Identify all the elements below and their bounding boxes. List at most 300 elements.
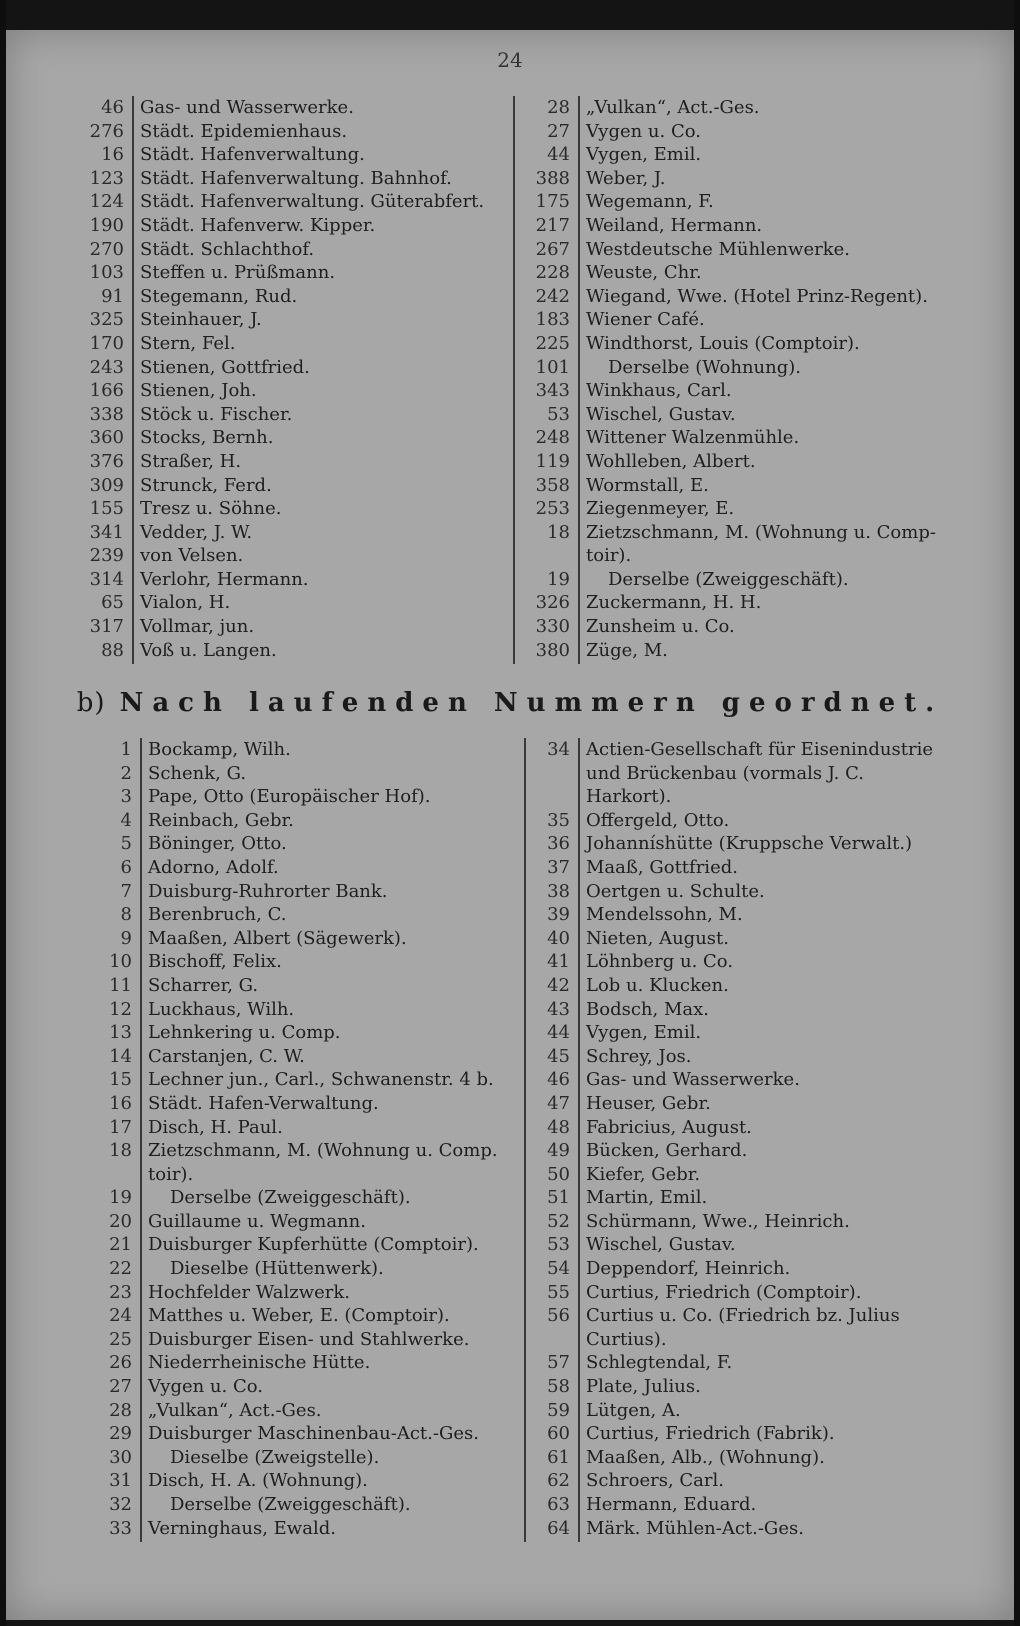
directory-entry bbox=[547, 120, 998, 144]
directory-entry bbox=[89, 190, 512, 214]
directory-entry bbox=[120, 880, 520, 904]
directory-entry bbox=[101, 639, 512, 663]
entry-number: 31 bbox=[109, 1470, 132, 1492]
entry-name: Böninger, Otto. bbox=[148, 833, 287, 855]
entry-number: 15 bbox=[109, 1069, 132, 1091]
directory-entry bbox=[89, 450, 512, 474]
directory-entry bbox=[535, 238, 998, 262]
entry-name: Plate, Julius. bbox=[586, 1376, 701, 1398]
entry-number: 27 bbox=[109, 1376, 132, 1398]
directory-entry bbox=[89, 474, 512, 498]
entry-number: 19 bbox=[547, 568, 570, 590]
directory-entry bbox=[120, 856, 520, 880]
entry-name: Derselbe (Zweiggeschäft). bbox=[170, 1494, 411, 1515]
directory-entry bbox=[547, 1399, 998, 1423]
entry-name: Wittener Walzenmühle. bbox=[586, 427, 800, 449]
entry-name: Wormstall, E. bbox=[586, 474, 709, 496]
entry-number: 326 bbox=[535, 592, 570, 614]
entry-name: Vygen, Emil. bbox=[586, 144, 702, 166]
entry-number: 25 bbox=[109, 1328, 132, 1350]
entry-name: Niederrheinische Hütte. bbox=[148, 1352, 371, 1374]
entry-number: 175 bbox=[535, 191, 570, 213]
directory-entry bbox=[89, 308, 512, 332]
directory-entry bbox=[109, 1469, 520, 1493]
entry-number: 65 bbox=[101, 592, 124, 614]
entry-number: 26 bbox=[109, 1352, 132, 1374]
entry-name: von Velsen. bbox=[140, 545, 244, 567]
directory-entry bbox=[547, 738, 998, 762]
entry-name: Städt. Hafenverw. Kipper. bbox=[140, 214, 376, 236]
entry-name: Vygen u. Co. bbox=[148, 1376, 263, 1398]
entry-name: Städt. Hafenverwaltung. Güterabfert. bbox=[140, 191, 485, 213]
entry-name: Ziegenmeyer, E. bbox=[586, 498, 735, 520]
entry-name: und Brückenbau (vormals J. C. bbox=[586, 762, 864, 784]
entry-name: Stern, Fel. bbox=[140, 332, 236, 354]
entry-name: Vollmar, jun. bbox=[140, 616, 255, 638]
entry-name: Berenbruch, C. bbox=[148, 904, 287, 926]
entry-name: Städt. Epidemienhaus. bbox=[140, 120, 348, 142]
entry-number: 14 bbox=[109, 1045, 132, 1067]
entry-name: Wiegand, Wwe. (Hotel Prinz-Regent). bbox=[586, 285, 928, 307]
section-a-right-column bbox=[535, 96, 998, 662]
entry-number: 123 bbox=[89, 167, 124, 189]
entry-name: Reinbach, Gebr. bbox=[148, 809, 294, 831]
entry-name: Johanníshütte (Kruppsche Verwalt.) bbox=[586, 833, 913, 855]
entry-name: Stocks, Bernh. bbox=[140, 427, 274, 449]
entry-number: 343 bbox=[535, 380, 570, 402]
entry-number: 40 bbox=[547, 927, 570, 949]
entry-number: 166 bbox=[89, 380, 124, 402]
directory-entry bbox=[109, 1328, 520, 1352]
directory-entry bbox=[535, 167, 998, 191]
entry-number: 53 bbox=[547, 1234, 570, 1256]
entry-name: Wischel, Gustav. bbox=[586, 1234, 736, 1256]
directory-entry bbox=[547, 880, 998, 904]
entry-name: toir). bbox=[148, 1163, 194, 1185]
entry-name: „Vulkan“, Act.-Ges. bbox=[586, 97, 760, 118]
directory-entry bbox=[89, 521, 512, 545]
entry-name: Disch, H. A. (Wohnung). bbox=[148, 1470, 368, 1492]
entry-name: Zietzschmann, M. (Wohnung u. Comp- bbox=[586, 521, 936, 543]
directory-entry bbox=[547, 143, 998, 167]
entry-number: 388 bbox=[535, 167, 570, 189]
entry-name: Verlohr, Hermann. bbox=[140, 568, 309, 590]
directory-entry bbox=[547, 568, 998, 592]
directory-entry bbox=[89, 403, 512, 427]
entry-name: Westdeutsche Mühlenwerke. bbox=[586, 238, 851, 260]
directory-entry bbox=[89, 120, 512, 144]
entry-number: 1 bbox=[120, 739, 132, 760]
entry-number: 57 bbox=[547, 1352, 570, 1374]
entry-name: toir). bbox=[586, 545, 632, 567]
entry-number: 28 bbox=[109, 1399, 132, 1421]
directory-entry bbox=[547, 927, 998, 951]
directory-entry bbox=[547, 1422, 998, 1446]
entry-name: Adorno, Adolf. bbox=[148, 856, 279, 878]
section-b-title: Nach laufenden Nummern geordnet. bbox=[119, 688, 944, 718]
directory-entry bbox=[547, 1186, 998, 1210]
entry-number: 5 bbox=[120, 833, 132, 855]
entry-number: 51 bbox=[547, 1187, 570, 1209]
entry-name: Städt. Hafenverwaltung. Bahnhof. bbox=[140, 167, 452, 189]
entry-name: Curtius). bbox=[586, 1328, 667, 1350]
entry-name: Maaß, Gottfried. bbox=[586, 856, 738, 878]
entry-name: Stienen, Gottfried. bbox=[140, 356, 310, 378]
entry-number: 45 bbox=[547, 1045, 570, 1067]
entry-number: 9 bbox=[120, 927, 132, 949]
entry-number: 62 bbox=[547, 1470, 570, 1492]
entry-name: Voß u. Langen. bbox=[140, 639, 277, 661]
entry-number: 18 bbox=[547, 521, 570, 543]
directory-entry bbox=[109, 1399, 520, 1423]
entry-number: 64 bbox=[547, 1517, 570, 1539]
entry-number: 376 bbox=[89, 450, 124, 472]
directory-entry bbox=[120, 809, 520, 833]
entry-name: Gas- und Wasserwerke. bbox=[586, 1069, 800, 1091]
entry-number: 330 bbox=[535, 616, 570, 638]
entry-name: Tresz u. Söhne. bbox=[140, 498, 282, 520]
directory-entry bbox=[109, 1021, 520, 1045]
entry-name: Stienen, Joh. bbox=[140, 380, 257, 402]
entry-number: 20 bbox=[109, 1210, 132, 1232]
entry-name: Deppendorf, Heinrich. bbox=[586, 1258, 791, 1280]
entry-name: Dieselbe (Zweigstelle). bbox=[170, 1446, 380, 1468]
entry-number: 27 bbox=[547, 120, 570, 142]
directory-entry bbox=[535, 497, 998, 521]
entry-name: Scharrer, G. bbox=[148, 974, 259, 996]
entry-number: 103 bbox=[89, 262, 124, 284]
directory-entry bbox=[547, 1045, 998, 1069]
entry-number: 42 bbox=[547, 974, 570, 996]
entry-name: Offergeld, Otto. bbox=[586, 809, 730, 831]
directory-entry bbox=[109, 1493, 520, 1517]
directory-entry bbox=[109, 1351, 520, 1375]
entry-number: 56 bbox=[547, 1305, 570, 1327]
entry-name: Disch, H. Paul. bbox=[148, 1116, 283, 1138]
entry-number: 101 bbox=[535, 356, 570, 378]
directory-entry bbox=[101, 96, 512, 120]
directory-entry bbox=[120, 738, 520, 762]
directory-entry bbox=[547, 1163, 998, 1187]
directory-entry bbox=[535, 285, 998, 309]
entry-name: Martin, Emil. bbox=[586, 1187, 708, 1209]
section-b-right-rule bbox=[578, 738, 580, 1542]
entry-name: Heuser, Gebr. bbox=[586, 1092, 711, 1114]
entry-number: 88 bbox=[101, 639, 124, 661]
directory-entry bbox=[120, 785, 520, 809]
directory-entry bbox=[535, 356, 998, 380]
entry-name: Guillaume u. Wegmann. bbox=[148, 1210, 366, 1232]
entry-number: 21 bbox=[109, 1234, 132, 1256]
entry-number: 253 bbox=[535, 498, 570, 520]
directory-entry bbox=[89, 332, 512, 356]
entry-number: 3 bbox=[120, 786, 132, 808]
entry-number: 338 bbox=[89, 403, 124, 425]
directory-entry bbox=[89, 568, 512, 592]
entry-name: Bodsch, Max. bbox=[586, 998, 709, 1020]
entry-name: Duisburger Maschinenbau-Act.-Ges. bbox=[148, 1423, 479, 1445]
entry-name: Schenk, G. bbox=[148, 762, 247, 784]
entry-number: 29 bbox=[109, 1423, 132, 1445]
directory-entry bbox=[547, 974, 998, 998]
directory-entry bbox=[547, 1493, 998, 1517]
section-b-left-rule bbox=[140, 738, 142, 1542]
entry-number: 35 bbox=[547, 809, 570, 831]
document-page bbox=[6, 30, 1014, 1620]
directory-entry bbox=[109, 1422, 520, 1446]
entry-number: 13 bbox=[109, 1022, 132, 1044]
entry-name: Matthes u. Weber, E. (Comptoir). bbox=[148, 1305, 450, 1327]
directory-entry bbox=[535, 308, 998, 332]
directory-entry bbox=[578, 544, 998, 568]
entry-name: Schrey, Jos. bbox=[586, 1045, 692, 1067]
directory-entry bbox=[535, 591, 998, 615]
entry-name: Dieselbe (Hüttenwerk). bbox=[170, 1258, 384, 1280]
entry-number: 91 bbox=[101, 285, 124, 307]
section-b-left-column bbox=[109, 738, 520, 1540]
directory-entry bbox=[109, 950, 520, 974]
directory-entry bbox=[140, 1163, 520, 1187]
entry-name: Duisburg-Ruhrorter Bank. bbox=[148, 880, 388, 902]
entry-name: Maaßen, Alb., (Wohnung). bbox=[586, 1446, 825, 1468]
directory-entry bbox=[109, 1281, 520, 1305]
entry-number: 190 bbox=[89, 214, 124, 236]
directory-entry bbox=[547, 1210, 998, 1234]
entry-number: 239 bbox=[89, 545, 124, 567]
directory-entry bbox=[109, 998, 520, 1022]
entry-name: Pape, Otto (Europäischer Hof). bbox=[148, 786, 431, 808]
directory-entry bbox=[547, 1116, 998, 1140]
entry-name: Straßer, H. bbox=[140, 450, 242, 472]
entry-name: Duisburger Eisen- und Stahlwerke. bbox=[148, 1328, 470, 1350]
entry-number: 52 bbox=[547, 1210, 570, 1232]
directory-entry bbox=[547, 998, 998, 1022]
entry-name: Lütgen, A. bbox=[586, 1399, 681, 1421]
section-b-center-rule bbox=[524, 738, 526, 1542]
entry-name: Städt. Hafen-Verwaltung. bbox=[148, 1092, 379, 1114]
section-a-left-column bbox=[89, 96, 512, 662]
directory-entry bbox=[547, 1281, 998, 1305]
section-b-prefix: b) bbox=[76, 688, 106, 718]
entry-name: Harkort). bbox=[586, 786, 672, 808]
entry-number: 314 bbox=[89, 568, 124, 590]
entry-number: 11 bbox=[109, 974, 132, 996]
entry-name: Vygen, Emil. bbox=[586, 1022, 702, 1044]
entry-number: 16 bbox=[101, 144, 124, 166]
entry-number: 18 bbox=[109, 1140, 132, 1162]
directory-entry bbox=[109, 1517, 520, 1541]
directory-entry bbox=[109, 1375, 520, 1399]
entry-number: 2 bbox=[120, 762, 132, 784]
directory-entry bbox=[89, 497, 512, 521]
entry-number: 24 bbox=[109, 1305, 132, 1327]
entry-name: Bücken, Gerhard. bbox=[586, 1140, 748, 1162]
entry-name: Zuckermann, H. H. bbox=[586, 592, 762, 614]
entry-number: 242 bbox=[535, 285, 570, 307]
entry-name: Curtius u. Co. (Friedrich bz. Julius bbox=[586, 1305, 900, 1327]
entry-number: 39 bbox=[547, 904, 570, 926]
entry-name: Städt. Schlachthof. bbox=[140, 238, 315, 260]
entry-number: 32 bbox=[109, 1494, 132, 1515]
directory-entry bbox=[109, 1257, 520, 1281]
entry-name: Vedder, J. W. bbox=[140, 521, 253, 543]
entry-number: 55 bbox=[547, 1281, 570, 1303]
entry-name: Wischel, Gustav. bbox=[586, 403, 736, 425]
entry-number: 341 bbox=[89, 521, 124, 543]
entry-number: 63 bbox=[547, 1494, 570, 1515]
entry-number: 47 bbox=[547, 1092, 570, 1114]
directory-entry bbox=[547, 950, 998, 974]
entry-name: Stöck u. Fischer. bbox=[140, 403, 293, 425]
directory-entry bbox=[535, 332, 998, 356]
entry-number: 270 bbox=[89, 238, 124, 260]
entry-name: Curtius, Friedrich (Comptoir). bbox=[586, 1281, 862, 1303]
entry-number: 360 bbox=[89, 427, 124, 449]
entry-number: 183 bbox=[535, 309, 570, 331]
entry-name: Hochfelder Walzwerk. bbox=[148, 1281, 350, 1303]
directory-entry bbox=[547, 903, 998, 927]
entry-number: 49 bbox=[547, 1140, 570, 1162]
entry-name: Derselbe (Zweiggeschäft). bbox=[170, 1187, 411, 1209]
directory-entry bbox=[547, 1375, 998, 1399]
entry-number: 248 bbox=[535, 427, 570, 449]
entry-name: Märk. Mühlen-Act.-Ges. bbox=[586, 1517, 804, 1539]
directory-entry bbox=[578, 1328, 998, 1352]
directory-entry bbox=[89, 544, 512, 568]
entry-number: 43 bbox=[547, 998, 570, 1020]
entry-name: Schürmann, Wwe., Heinrich. bbox=[586, 1210, 850, 1232]
directory-entry bbox=[89, 379, 512, 403]
section-a-left-rule bbox=[132, 96, 134, 664]
entry-number: 41 bbox=[547, 951, 570, 973]
directory-entry bbox=[89, 214, 512, 238]
entry-name: Zietzschmann, M. (Wohnung u. Comp. bbox=[148, 1140, 498, 1162]
directory-entry bbox=[535, 190, 998, 214]
entry-number: 33 bbox=[109, 1517, 132, 1539]
entry-name: Weuste, Chr. bbox=[586, 262, 702, 284]
directory-entry bbox=[89, 356, 512, 380]
entry-name: „Vulkan“, Act.-Ges. bbox=[148, 1399, 322, 1421]
entry-name: Mendelssohn, M. bbox=[586, 904, 743, 926]
directory-entry bbox=[547, 96, 998, 120]
entry-number: 60 bbox=[547, 1423, 570, 1445]
entry-name: Stegemann, Rud. bbox=[140, 285, 298, 307]
entry-name: Wiener Café. bbox=[586, 309, 705, 331]
entry-name: Luckhaus, Wilh. bbox=[148, 998, 295, 1020]
directory-entry bbox=[547, 1021, 998, 1045]
section-b-heading bbox=[6, 688, 1014, 718]
directory-entry bbox=[535, 214, 998, 238]
entry-name: Löhnberg u. Co. bbox=[586, 951, 734, 973]
entry-number: 380 bbox=[535, 639, 570, 661]
entry-name: Duisburger Kupferhütte (Comptoir). bbox=[148, 1234, 479, 1256]
entry-number: 38 bbox=[547, 880, 570, 902]
directory-entry bbox=[109, 1092, 520, 1116]
directory-entry bbox=[535, 474, 998, 498]
entry-number: 53 bbox=[547, 403, 570, 425]
scan-border-right bbox=[1014, 0, 1020, 1626]
entry-number: 23 bbox=[109, 1281, 132, 1303]
entry-name: Schlegtendal, F. bbox=[586, 1352, 733, 1374]
directory-entry bbox=[109, 974, 520, 998]
entry-number: 155 bbox=[89, 498, 124, 520]
entry-name: Zunsheim u. Co. bbox=[586, 616, 735, 638]
entry-number: 228 bbox=[535, 262, 570, 284]
entry-name: Wohlleben, Albert. bbox=[586, 450, 756, 472]
entry-name: Oertgen u. Schulte. bbox=[586, 880, 765, 902]
entry-number: 358 bbox=[535, 474, 570, 496]
entry-name: Lechner jun., Carl., Schwanenstr. 4 b. bbox=[148, 1069, 494, 1091]
entry-name: Vialon, H. bbox=[140, 592, 231, 614]
directory-entry bbox=[109, 1116, 520, 1140]
directory-entry bbox=[535, 261, 998, 285]
directory-entry bbox=[547, 1257, 998, 1281]
directory-entry bbox=[109, 1186, 520, 1210]
entry-name: Strunck, Ferd. bbox=[140, 474, 272, 496]
directory-entry bbox=[578, 785, 998, 809]
directory-entry bbox=[547, 521, 998, 545]
entry-name: Nieten, August. bbox=[586, 927, 729, 949]
entry-name: Derselbe (Wohnung). bbox=[608, 356, 802, 378]
entry-number: 28 bbox=[547, 97, 570, 118]
entry-number: 22 bbox=[109, 1258, 132, 1280]
entry-number: 170 bbox=[89, 332, 124, 354]
directory-entry bbox=[547, 832, 998, 856]
directory-entry bbox=[547, 1068, 998, 1092]
entry-number: 58 bbox=[547, 1376, 570, 1398]
entry-number: 309 bbox=[89, 474, 124, 496]
directory-entry bbox=[101, 143, 512, 167]
entry-number: 225 bbox=[535, 332, 570, 354]
entry-name: Gas- und Wasserwerke. bbox=[140, 97, 354, 118]
entry-number: 17 bbox=[109, 1116, 132, 1138]
directory-entry bbox=[578, 762, 998, 786]
directory-entry bbox=[120, 903, 520, 927]
entry-number: 119 bbox=[535, 450, 570, 472]
entry-name: Bischoff, Felix. bbox=[148, 951, 282, 973]
directory-entry bbox=[547, 1446, 998, 1470]
entry-number: 61 bbox=[547, 1446, 570, 1468]
entry-name: Carstanjen, C. W. bbox=[148, 1045, 305, 1067]
entry-number: 30 bbox=[109, 1446, 132, 1468]
entry-number: 6 bbox=[120, 856, 132, 878]
entry-number: 12 bbox=[109, 998, 132, 1020]
entry-number: 19 bbox=[109, 1187, 132, 1209]
directory-entry bbox=[89, 167, 512, 191]
entry-number: 59 bbox=[547, 1399, 570, 1421]
entry-number: 10 bbox=[109, 951, 132, 973]
directory-entry bbox=[547, 1517, 998, 1541]
entry-number: 46 bbox=[547, 1069, 570, 1091]
entry-name: Weiland, Hermann. bbox=[586, 214, 763, 236]
directory-entry bbox=[547, 1233, 998, 1257]
entry-number: 243 bbox=[89, 356, 124, 378]
entry-name: Hermann, Eduard. bbox=[586, 1494, 757, 1515]
entry-name: Städt. Hafenverwaltung. bbox=[140, 144, 365, 166]
directory-entry bbox=[535, 379, 998, 403]
directory-entry bbox=[547, 1139, 998, 1163]
entry-name: Verninghaus, Ewald. bbox=[148, 1517, 336, 1539]
page-number: 24 bbox=[497, 48, 523, 72]
directory-entry bbox=[109, 1045, 520, 1069]
entry-name: Vygen u. Co. bbox=[586, 120, 701, 142]
entry-number: 317 bbox=[89, 616, 124, 638]
entry-name: Windthorst, Louis (Comptoir). bbox=[586, 332, 860, 354]
entry-name: Lehnkering u. Comp. bbox=[148, 1022, 341, 1044]
entry-number: 217 bbox=[535, 214, 570, 236]
entry-name: Winkhaus, Carl. bbox=[586, 380, 732, 402]
entry-number: 8 bbox=[120, 904, 132, 926]
